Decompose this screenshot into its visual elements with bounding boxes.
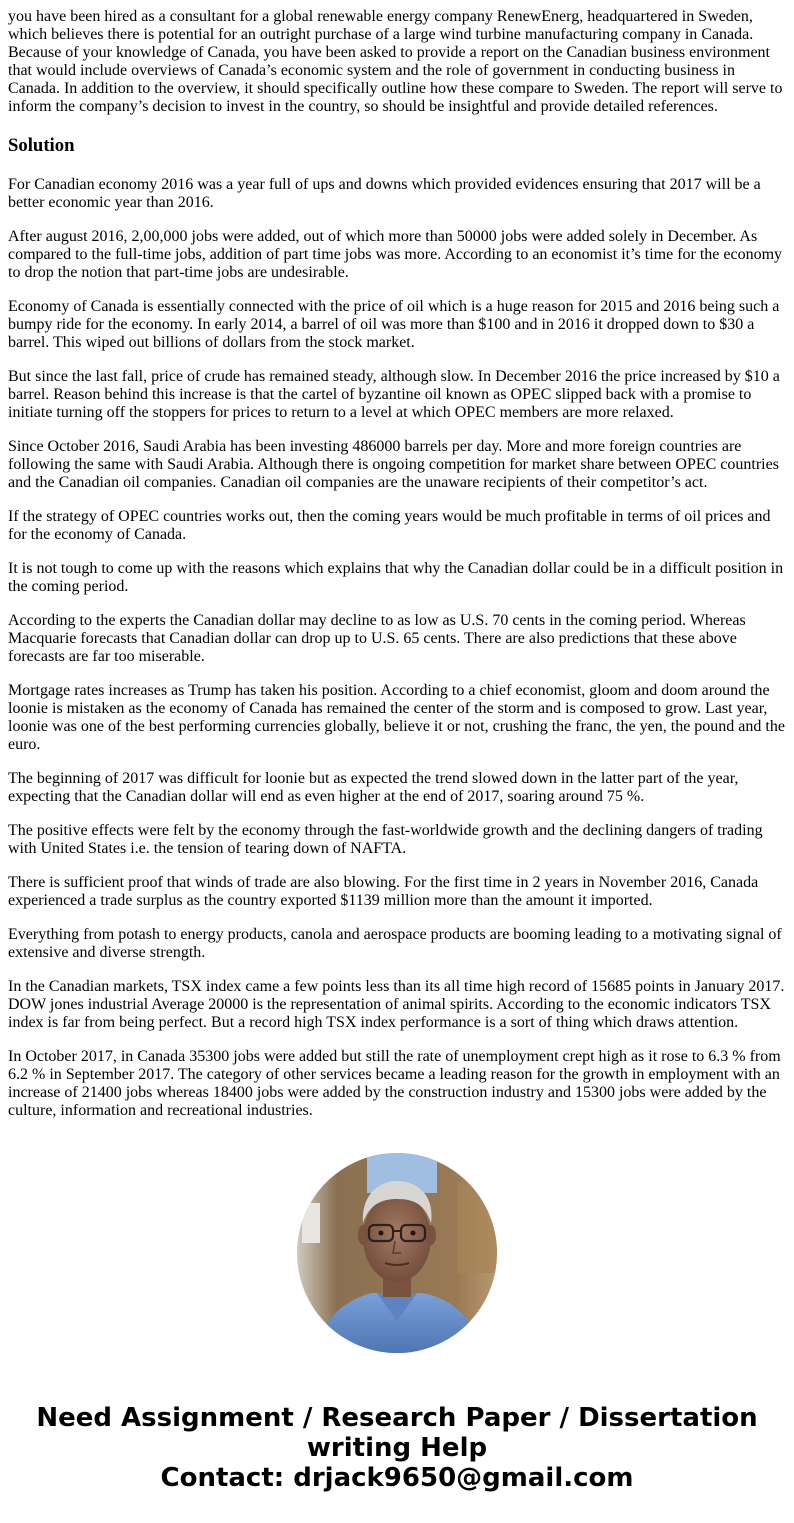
article — [8, 8, 786, 1136]
paragraph: There is sufficient proof that winds of trade are also blowing. For the first time in 2 years in November 2016, Canada experienced a trade surplus as the country exported $1139 million more than the amount it imported. — [8, 874, 759, 909]
paragraph: The positive effects were felt by the economy through the fast-worldwide growth and the declining dangers of trading with United States i.e. the tension of tearing down of NAFTA. — [8, 822, 763, 857]
author-photo — [297, 1153, 497, 1353]
paragraph: Since October 2016, Saudi Arabia has been investing 486000 barrels per day. More and more foreign countries are following the same with Saudi Arabia. Although there is ongoing competition for market share between OPEC countries and the Canadian oil companies. Canadian oil companies are the unaware recipients of their competitor’s act. — [8, 438, 779, 491]
footer-contact — [0, 1403, 794, 1493]
question-text: you have been hired as a consultant for a global renewable energy company RenewEnerg, headquartered in Sweden, which believes there is potential for an outright purchase of a large wind turbine manufacturing company in Canada. Because of your knowledge of Canada, you have been asked to provide a report on the Canadian business environment that would include overviews of Canada’s economic system and the role of government in conducting business in Canada. In addition to the overview, it should specifically outline how these compare to Sweden. The report will serve to inform the company’s decision to invest in the country, so should be insightful and provide detailed references. — [8, 8, 783, 115]
paragraph: Mortgage rates increases as Trump has taken his position. According to a chief economist, gloom and doom around the loonie is mistaken as the economy of Canada has remained the center of the storm and is composed to grow. Last year, loonie was one of the best performing currencies globally, believe it or not, crushing the franc, the yen, the pound and the euro. — [8, 682, 785, 753]
paragraph: In the Canadian markets, TSX index came a few points less than its all time high record of 15685 points in January 2017. DOW jones industrial Average 20000 is the representation of animal spirits. According to the economic indicators TSX index is far from being perfect. But a record high TSX index performance is a sort of thing which draws attention. — [8, 978, 785, 1031]
paragraph: According to the experts the Canadian dollar may decline to as low as U.S. 70 cents in the coming period. Whereas Macquarie forecasts that Canadian dollar can drop up to U.S. 65 cents. There are also predictions that these above forecasts are far too miserable. — [8, 612, 746, 665]
footer-line: writing Help — [306, 1433, 488, 1463]
paragraph: But since the last fall, price of crude has remained steady, although slow. In December 2016 the price increased by $10 a barrel. Reason behind this increase is that the cartel of byzantine oil known as OPEC slipped back with a promise to initiate turning off the stoppers for prices to return to a level at which OPEC members are more relaxed. — [8, 368, 780, 421]
paragraph: Everything from potash to energy products, canola and aerospace products are booming leading to a motivating signal of extensive and diverse strength. — [8, 926, 782, 961]
paragraph: For Canadian economy 2016 was a year full of ups and downs which provided evidences ensuring that 2017 will be a better economic year than 2016. — [8, 176, 761, 211]
paragraph: After august 2016, 2,00,000 jobs were added, out of which more than 50000 jobs were added solely in December. As compared to the full-time jobs, addition of part time jobs was more. According to an economist it’s time for the economy to drop the notion that part-time jobs are undesirable. — [8, 228, 783, 281]
paragraph: Economy of Canada is essentially connected with the price of oil which is a huge reason for 2015 and 2016 being such a bumpy ride for the economy. In early 2014, a barrel of oil was more than $100 and in 2016 it dropped down to $30 a barrel. This wiped out billions of dollars from the stock market. — [8, 298, 780, 351]
paragraph: The beginning of 2017 was difficult for loonie but as expected the trend slowed down in the latter part of the year, expecting that the Canadian dollar will end as even higher at the end of 2017, soaring around 75 %. — [8, 770, 739, 805]
footer-contact-email: Contact: drjack9650@gmail.com — [160, 1463, 634, 1493]
author-portrait-image — [297, 1153, 497, 1353]
paragraph: If the strategy of OPEC countries works out, then the coming years would be much profitable in terms of oil prices and for the economy of Canada. — [8, 508, 771, 543]
paragraph: In October 2017, in Canada 35300 jobs were added but still the rate of unemployment crept high as it rose to 6.3 % from 6.2 % in September 2017. The category of other services became a leading reason for the growth in employment with an increase of 21400 jobs whereas 18400 jobs were added by the construction industry and 15300 jobs were added by the culture, information and recreational industries. — [8, 1048, 781, 1119]
footer-line: Need Assignment / Research Paper / Dissertation — [36, 1403, 758, 1433]
solution-heading: Solution — [8, 135, 75, 156]
paragraph: It is not tough to come up with the reasons which explains that why the Canadian dollar could be in a difficult position in the coming period. — [8, 560, 784, 595]
